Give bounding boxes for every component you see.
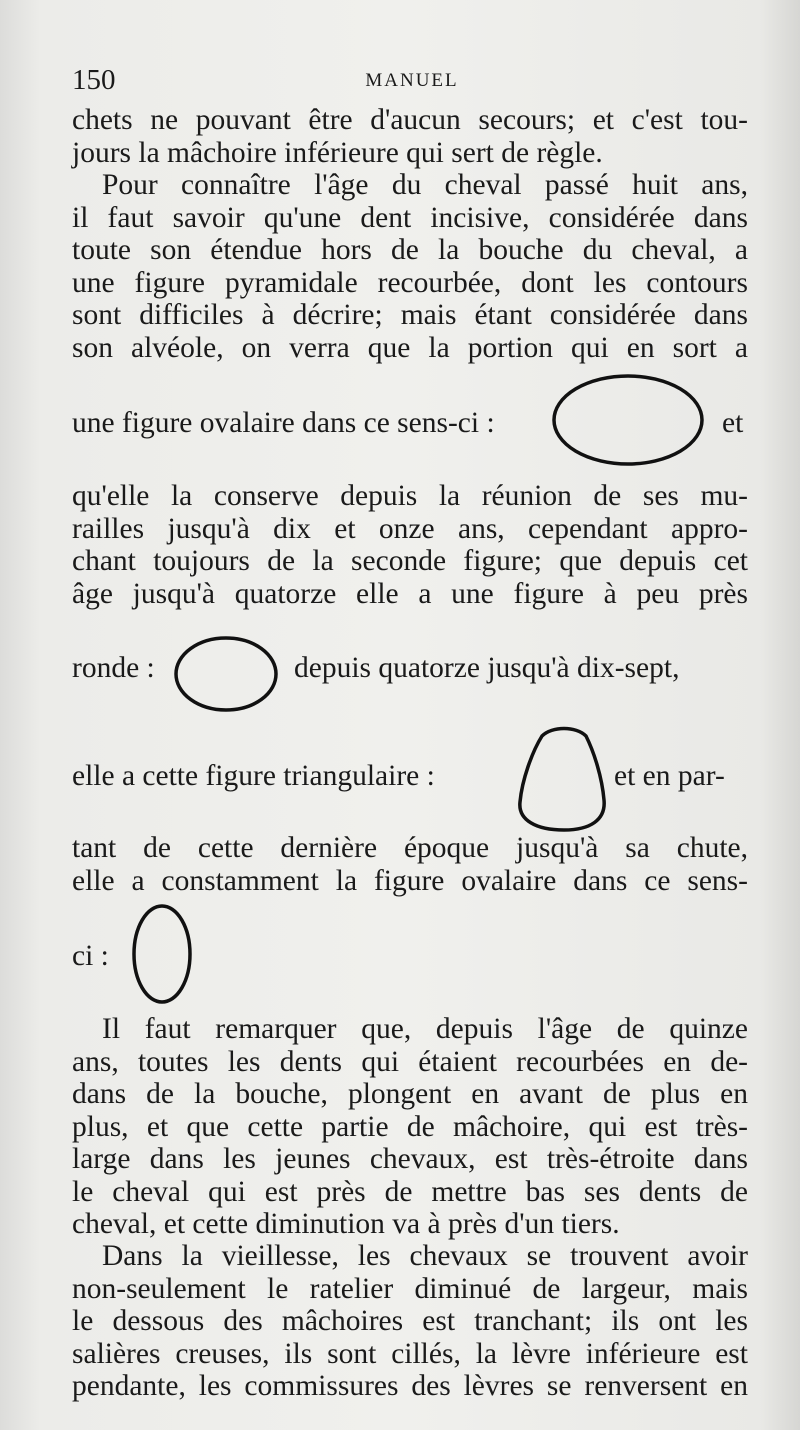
text-line: cheval, et cette diminution va à près d'un tiers. [72, 1208, 620, 1240]
text-line: toute son étendue hors de la bouche du cheval, a [72, 234, 748, 266]
text-fragment: depuis quatorze jusqu'à dix-sept, [294, 652, 680, 684]
text-fragment: ronde : [72, 652, 155, 684]
text-line: une figure pyramidale recourbée, dont les contours [72, 266, 748, 299]
text-fragment: une figure ovalaire dans ce sens-ci : [72, 407, 495, 439]
text-line: le dessous des mâchoires est tranchant; ils ont les [72, 1305, 748, 1337]
text-fragment: ci : [72, 940, 109, 972]
text-fragment: elle a cette figure triangulaire : [72, 760, 435, 792]
paragraph-triangular-continuation [72, 832, 748, 897]
text-fragment: et en par- [614, 760, 725, 792]
text-line: chets ne pouvant être d'aucun secours; et c'est tou- [72, 104, 748, 136]
triangular-figure-line [72, 756, 748, 796]
triangular-figure [512, 722, 612, 832]
round-figure [172, 632, 282, 712]
text-line: chant toujours de la seconde figure; que depuis cet [72, 545, 748, 577]
text-line: le cheval qui est près de mettre bas ses dents de [72, 1175, 748, 1208]
page-header [72, 64, 752, 100]
text-line: Il faut remarquer que, depuis l'âge de quinze [102, 1013, 748, 1045]
text-line: Dans la vieillesse, les chevaux se trouvent avoir [102, 1240, 748, 1272]
paragraph-oval-continuation [72, 480, 748, 610]
text-line: non-seulement le ratelier diminué de largeur, mais [72, 1272, 748, 1305]
text-line: jours la mâchoire inférieure qui sert de règle. [72, 136, 603, 169]
text-line: pendante, les commissures des lèvres se renversent en [72, 1370, 748, 1402]
text-line: dans de la bouche, plongent en avant de plus en [72, 1078, 748, 1110]
horizontal-oval-figure [548, 372, 708, 472]
text-line: salières creuses, ils sont cillés, la lèvre inférieure est [72, 1337, 748, 1370]
text-line: il faut savoir qu'une dent incisive, considérée dans [72, 201, 748, 234]
paragraph-old-age [72, 1240, 748, 1403]
text-line: ans, toutes les dents qui étaient recourbées en de- [72, 1045, 748, 1078]
text-line: plus, et que cette partie de mâchoire, qui est très- [72, 1110, 748, 1143]
running-head: MANUEL [365, 70, 459, 91]
paragraph-age-over-eight [72, 169, 748, 364]
vertical-oval-figure [128, 902, 198, 1006]
text-line: railles jusqu'à dix et onze ans, cependant appro- [72, 512, 748, 545]
text-line: Pour connaître l'âge du cheval passé huit ans, [102, 169, 748, 201]
paragraph-after-fifteen [72, 1013, 748, 1241]
text-line: qu'elle la conserve depuis la réunion de ses mu- [72, 480, 748, 512]
page-number: 150 [72, 64, 116, 96]
text-line: elle a constamment la figure ovalaire dans ce sens- [72, 864, 748, 897]
paragraph-continuation [72, 104, 748, 169]
text-line: tant de cette dernière époque jusqu'à sa chute, [72, 832, 748, 864]
text-line: large dans les jeunes chevaux, est très-étroite dans [72, 1143, 748, 1175]
text-line: sont difficiles à décrire; mais étant considérée dans [72, 299, 748, 331]
text-fragment: et [722, 407, 744, 439]
text-line: âge jusqu'à quatorze elle a une figure à peu près [72, 577, 748, 610]
text-line: son alvéole, on verra que la portion qui en sort a [72, 331, 748, 364]
